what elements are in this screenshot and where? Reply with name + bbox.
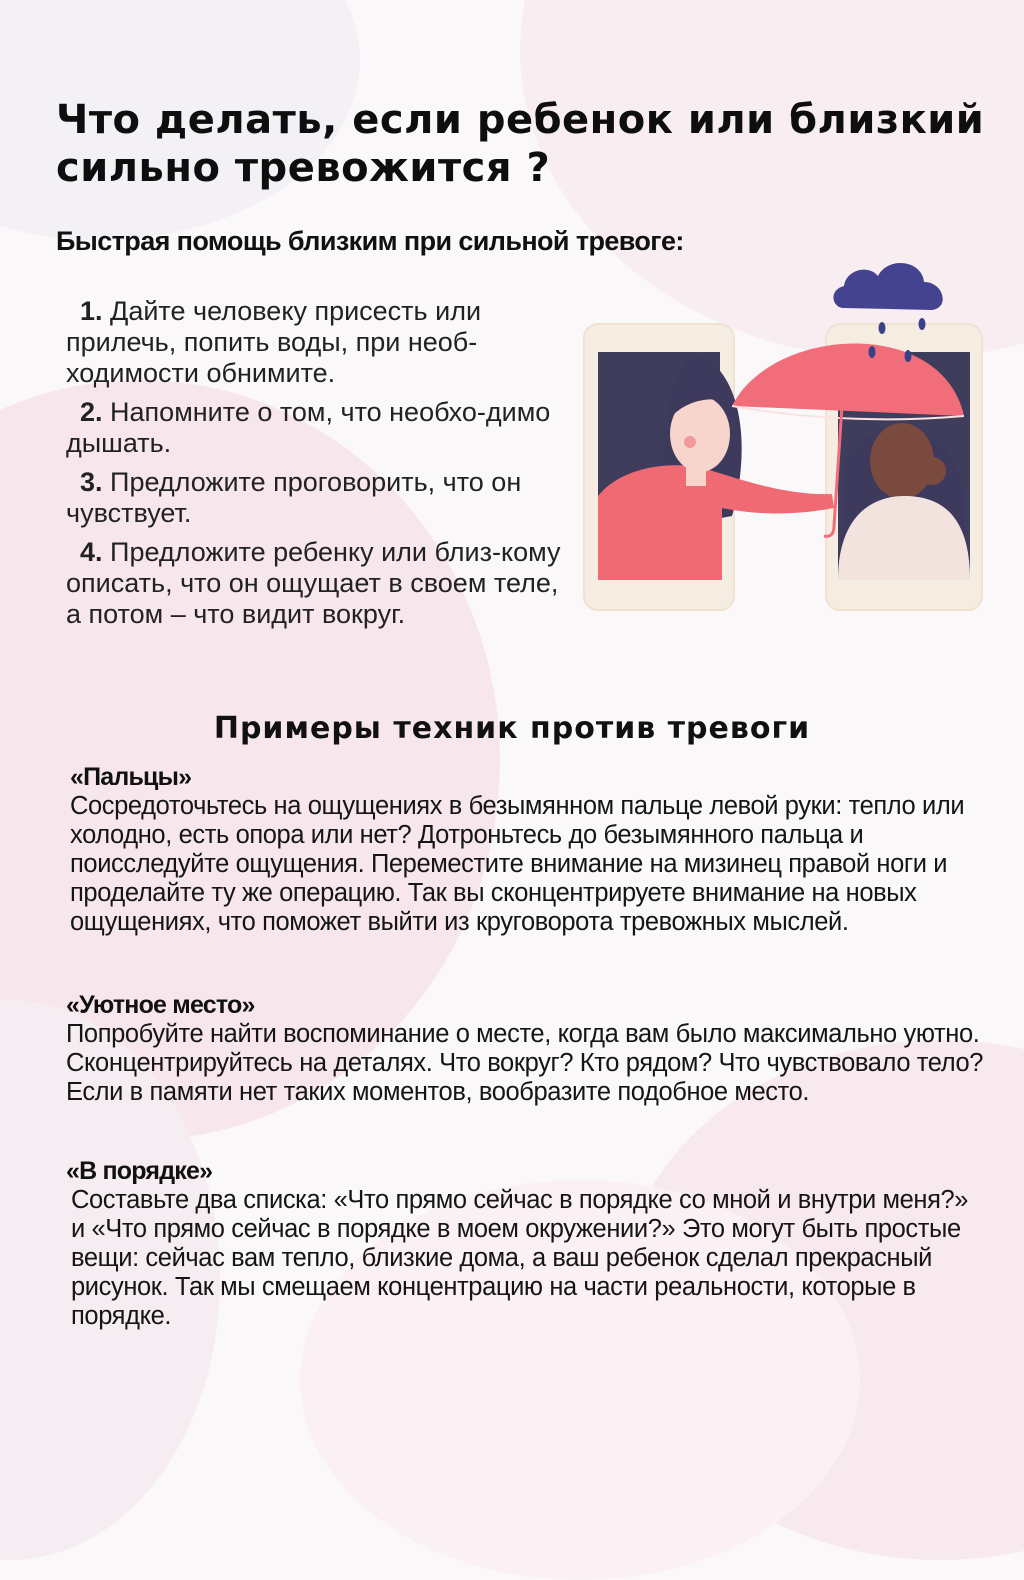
step-number: 3. (80, 467, 103, 497)
umbrella-illustration (582, 256, 984, 616)
step-text: Предложите проговорить, что он чувствует. (66, 467, 522, 528)
step-item (66, 397, 571, 459)
step-number: 1. (80, 296, 103, 326)
step-item (66, 296, 571, 389)
technique-text: Составьте два списка: «Что прямо сейчас в порядке со мной и внутри меня?» и «Что прямо сейчас в порядке в моем окружении?» Это могут быть простые вещи: сейчас вам тепло, близкие дома, а ваш ребенок сделал прекрасный рисунок. Так мы смещаем концентрацию на части реальности, которые в порядке. (71, 1186, 969, 1330)
section-title: Примеры техник против тревоги (213, 711, 811, 746)
step-number: 2. (80, 397, 103, 427)
page-title: Что делать, если ребенок или близкий сильно тревожится ? (56, 97, 985, 191)
technique-title: «Пальцы» (70, 763, 192, 791)
subtitle: Быстрая помощь близким при сильной тревоге: (56, 226, 684, 256)
technique-title: «В порядке» (66, 1157, 213, 1185)
step-text: Дайте человеку присесть или прилечь, попить воды, при необ-ходимости обнимите. (66, 296, 482, 388)
step-text: Предложите ребенку или близ-кому описать, что он ощущает в своем теле, а потом – что видит вокруг. (66, 537, 561, 629)
step-item (66, 467, 571, 529)
steps-list (66, 296, 571, 638)
step-text: Напомните о том, что необхо-димо дышать. (66, 397, 551, 458)
technique-block (70, 762, 990, 937)
technique-block (66, 1156, 986, 1331)
technique-block (66, 990, 986, 1107)
technique-text: Попробуйте найти воспоминание о месте, когда вам было максимально уютно. Сконцентрируйтесь на деталях. Что вокруг? Кто рядом? Что чувствовало тело? Если в памяти нет таких моментов, вообразите подобное место. (66, 1020, 984, 1106)
technique-text: Сосредоточьтесь на ощущениях в безымянном пальце левой руки: тепло или холодно, есть опора или нет? Дотроньтесь до безымянного пальца и поисследуйте ощущения. Переместите внимание на мизинец правой ноги и проделайте ту же операцию. Так вы сконцентрируете внимание на новых ощущениях, что поможет выйти из круговорота тревожных мыслей. (70, 792, 965, 936)
step-item (66, 537, 571, 630)
step-number: 4. (80, 537, 103, 567)
technique-title: «Уютное место» (66, 991, 255, 1019)
